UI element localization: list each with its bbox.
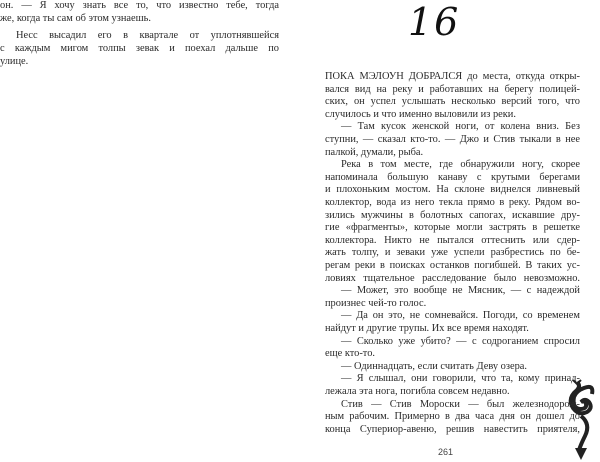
text-line: ских, он успел услышать несколько версий того, что [325, 96, 580, 108]
page-number: 261 [438, 447, 454, 457]
text-line: гие «фрагменты», которые могли застрять в решетке [325, 222, 580, 234]
text-line: напоминала большую канаву с крутыми берегами [325, 171, 580, 183]
chapter-number: 16 [408, 0, 461, 44]
text-line: с каждым мигом толпы зевак и поехал дальше по [0, 43, 279, 54]
text-line: — Там кусок женской ноги, от колена вниз. Без [341, 121, 580, 133]
text-line: вался вид на реку и работавших на берегу полицей- [325, 83, 580, 95]
text-line: ступни, — сказал кто-то. — Джо и Стив тыкали в нее [325, 134, 580, 145]
text-line: — Я слышал, они говорили, что та, кому принад- [341, 373, 580, 385]
text-line: — Сколько уже убито? — с содроганием спросил [341, 335, 580, 347]
text-line: еще кто-то. [325, 348, 375, 360]
text-line: зились мужчины в болотных сапогах, искавшие дру- [325, 209, 580, 221]
text-line: лежала эта нога, погибла совсем недавно. [325, 386, 510, 397]
text-line: произнес чей-то голос. [325, 297, 427, 309]
text-line: — Может, это вообще не Мясник, — с надеждой [341, 285, 580, 297]
text-line: ным рабочим. Примерно в два часа дня он дошел до [325, 411, 580, 423]
text-line: — Да он это, не сомневайся. Погоди, со временем [341, 310, 580, 322]
right-page [300, 0, 600, 462]
text-line: регам реки в поисках останков погибшей. В таких ус- [325, 260, 580, 271]
text-line: ловиях тщательное расследование было невозможно. [325, 272, 580, 284]
text-line: конца Супериор-авеню, решив навестить приятеля, [325, 423, 580, 435]
text-line: и плохоньким мостом. На склоне виднелся ливневый [325, 184, 580, 196]
text-line: палкой, думали, рыба. [325, 146, 424, 158]
text-line: Стив — Стив Мороски — был железнодорож- [341, 398, 580, 410]
text-line: же, когда ты сам об этом узнаешь. [0, 13, 151, 24]
text-line: улице. [0, 56, 29, 67]
text-line: коллектора. Никто не пытался оттеснить или сдер- [325, 234, 580, 246]
text-line: Несс высадил его в квартале от уплотнявшейся [16, 30, 279, 41]
text-line: жать толпу, и зеваки уже успели разбрестись по бе- [325, 247, 580, 259]
text-line: коллектор, вода из него текла прямо в реку. Рядом во- [325, 197, 580, 208]
text-line: найдут и другие трупы. Их все время находят. [325, 323, 529, 334]
text-line: Река в том месте, где обнаружили ногу, скорее [341, 159, 580, 171]
text-line: — Одиннадцать, если считать Деву озера. [341, 360, 527, 372]
text-line: он. — Я хочу знать все то, что известно тебе, тогда [0, 0, 279, 11]
text-line: случилось и что именно выловили из реки. [325, 108, 516, 120]
text-line: ПОКА МЭЛОУН ДОБРАЛСЯ до места, откуда откры- [325, 71, 580, 82]
